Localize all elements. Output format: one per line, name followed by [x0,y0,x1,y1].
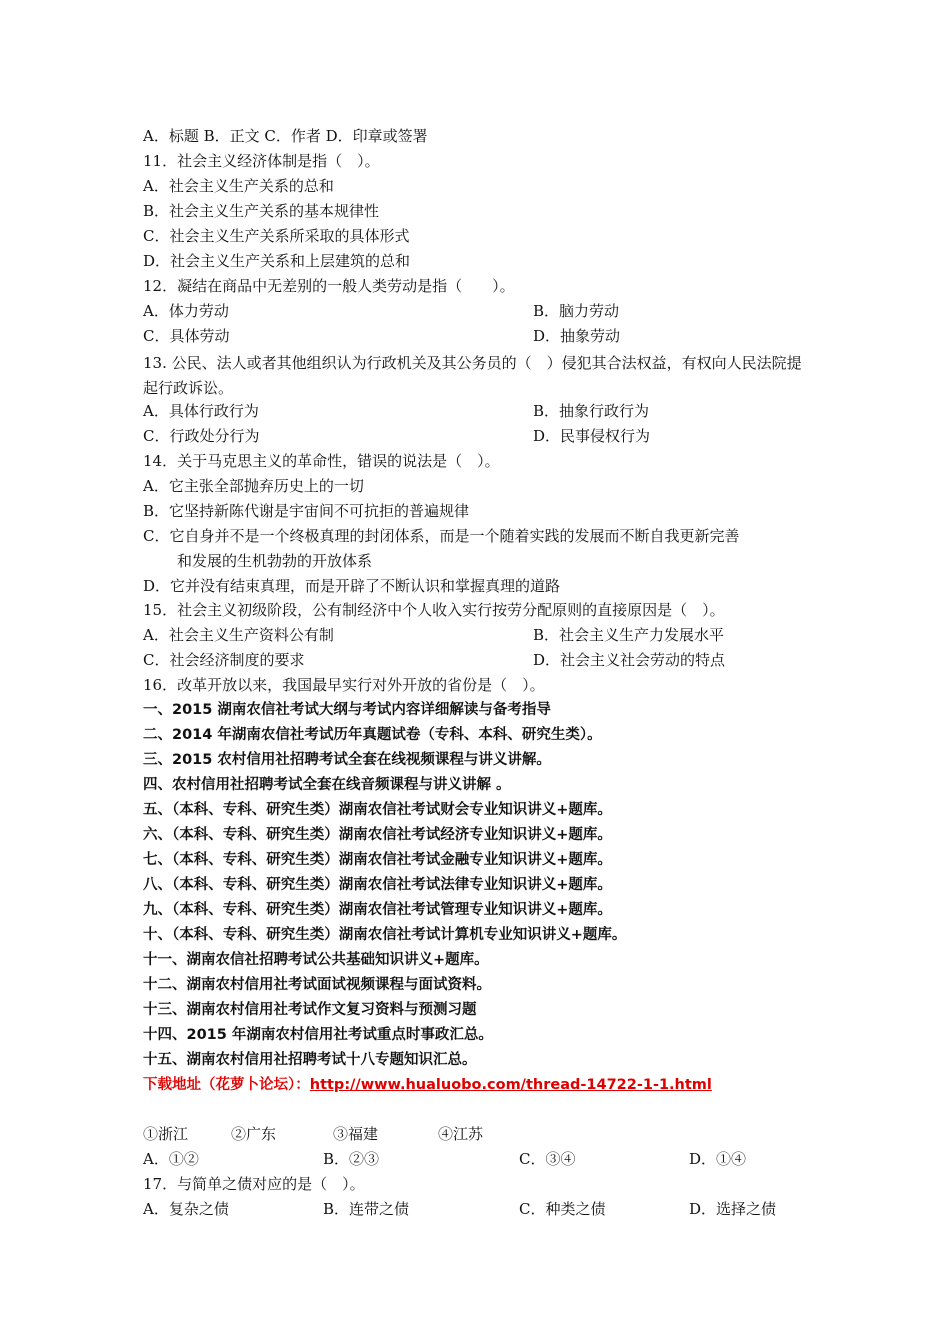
q15-option-c: C．社会经济制度的要求 [143,651,305,669]
q11-option-a: A．社会主义生产关系的总和 [143,177,334,195]
ad-line-8: 八、（本科、专科、研究生类）湖南农信社考试法律专业知识讲义+题库。 [143,877,612,893]
ad-line-5: 五、（本科、专科、研究生类）湖南农信社考试财会专业知识讲义+题库。 [143,802,612,818]
q17-option-b: B．连带之债 [323,1200,410,1218]
download-line [143,1075,712,1095]
q13-option-b: B．抽象行政行为 [533,402,650,420]
q16-provinces [143,1124,843,1144]
q12-stem: 12．凝结在商品中无差别的一般人类劳动是指（ ）。 [143,277,515,295]
q15-option-d: D．社会主义社会劳动的特点 [533,651,726,669]
q10-options: A．标题 B．正文 C．作者 D．印章或签署 [143,127,428,145]
q14-option-c-continued: 和发展的生机勃勃的开放体系 [177,552,373,570]
q12-option-c: C．具体劳动 [143,327,230,345]
q15-stem: 15．社会主义初级阶段，公有制经济中个人收入实行按劳分配原则的直接原因是（ ）。 [143,601,725,619]
q13-option-c: C．行政处分行为 [143,427,260,445]
q16-option-c: C．③④ [519,1150,576,1168]
ad-line-15: 十五、湖南农村信用社招聘考试十八专题知识汇总。 [143,1052,477,1068]
q16-stem: 16．改革开放以来，我国最早实行对外开放的省份是（ ）。 [143,676,545,694]
q17-option-d: D．选择之债 [689,1200,777,1218]
ad-line-1: 一、2015 湖南农信社考试大纲与考试内容详细解读与备考指导 [143,702,551,718]
q14-option-a: A．它主张全部抛弃历史上的一切 [143,477,364,495]
ad-line-13: 十三、湖南农村信用社考试作文复习资料与预测习题 [143,1002,477,1018]
ad-line-11: 十一、湖南农信社招聘考试公共基础知识讲义+题库。 [143,952,489,968]
download-link[interactable]: http://www.hualuobo.com/thread-14722-1-1.html [309,1077,712,1093]
ad-line-3: 三、2015 农村信用社招聘考试全套在线视频课程与讲义讲解。 [143,752,551,768]
q17-stem: 17．与简单之债对应的是（ ）。 [143,1175,365,1193]
q14-option-c: C．它自身并不是一个终极真理的封闭体系，而是一个随着实践的发展而不断自我更新完善 [143,527,740,545]
download-label: 下载地址（花萝卜论坛）： [143,1077,310,1093]
q13-option-a: A．具体行政行为 [143,402,259,420]
q11-option-c: C．社会主义生产关系所采取的具体形式 [143,227,410,245]
q16-option-d: D．①④ [689,1150,747,1168]
ad-line-10: 十、（本科、专科、研究生类）湖南农信社考试计算机专业知识讲义+题库。 [143,927,627,943]
q11-stem: 11．社会主义经济体制是指（ ）。 [143,152,380,170]
q16-option-a: A．①② [143,1150,199,1168]
ad-line-12: 十二、湖南农村信用社考试面试视频课程与面试资料。 [143,977,491,993]
q13-stem: 13. 公民、法人或者其他组织认为行政机关及其公务员的（ ）侵犯其合法权益，有权向人民法院提起行政诉讼。 [143,354,802,397]
q15-option-b: B．社会主义生产力发展水平 [533,626,725,644]
q12-option-b: B．脑力劳动 [533,302,620,320]
q11-option-b: B．社会主义生产关系的基本规律性 [143,202,380,220]
q17-options [143,1199,843,1219]
q15-option-a: A．社会主义生产资料公有制 [143,626,334,644]
q16-option-b: B．②③ [323,1150,380,1168]
q14-option-d: D．它并没有结束真理，而是开辟了不断认识和掌握真理的道路 [143,577,561,595]
q13-option-d: D．民事侵权行为 [533,427,651,445]
q12-option-a: A．体力劳动 [143,302,229,320]
ad-line-14: 十四、2015 年湖南农村信用社考试重点时事政汇总。 [143,1027,493,1043]
q16-province-1: ①浙江 [143,1125,189,1143]
ad-line-2: 二、2014 年湖南农信社考试历年真题试卷（专科、本科、研究生类）。 [143,727,602,743]
q12-option-d: D．抽象劳动 [533,327,621,345]
q14-option-b: B．它坚持新陈代谢是宇宙间不可抗拒的普遍规律 [143,502,470,520]
q16-options [143,1149,843,1169]
q16-province-2: ②广东 [231,1125,277,1143]
ad-line-9: 九、（本科、专科、研究生类）湖南农信社考试管理专业知识讲义+题库。 [143,902,612,918]
q16-province-4: ④江苏 [438,1125,484,1143]
q11-option-d: D．社会主义生产关系和上层建筑的总和 [143,252,411,270]
q16-province-3: ③福建 [333,1125,379,1143]
ad-line-7: 七、（本科、专科、研究生类）湖南农信社考试金融专业知识讲义+题库。 [143,852,612,868]
ad-line-4: 四、农村信用社招聘考试全套在线音频课程与讲义讲解 。 [143,777,511,793]
ad-line-6: 六、（本科、专科、研究生类）湖南农信社考试经济专业知识讲义+题库。 [143,827,612,843]
q17-option-a: A．复杂之债 [143,1200,229,1218]
q17-option-c: C．种类之债 [519,1200,606,1218]
q14-stem: 14．关于马克思主义的革命性，错误的说法是（ ）。 [143,452,500,470]
